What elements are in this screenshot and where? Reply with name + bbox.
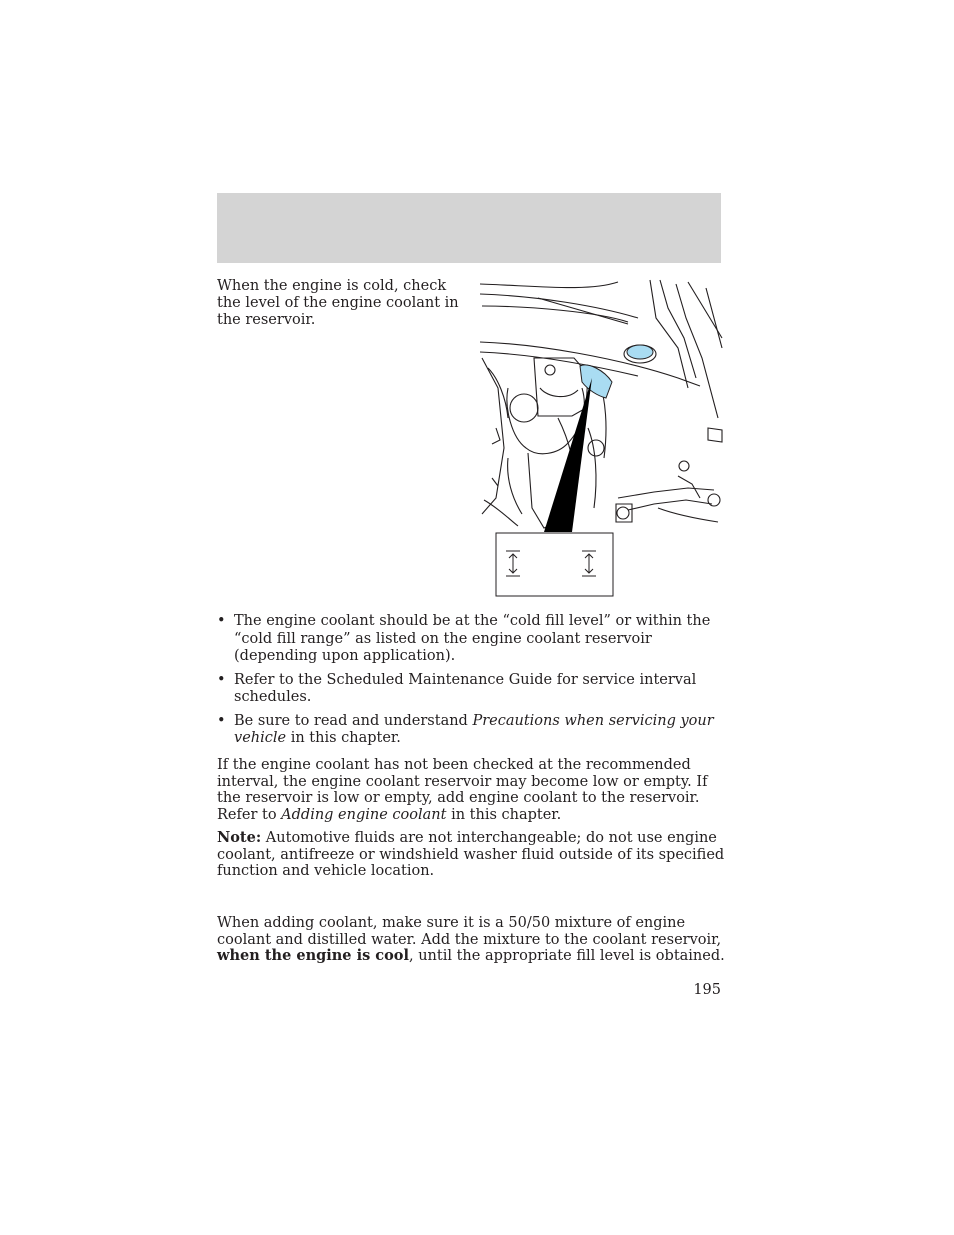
bullet-text-start: Be sure to read and understand bbox=[234, 712, 473, 729]
bullet-icon: • bbox=[217, 671, 226, 688]
list-item bbox=[217, 613, 727, 666]
adding-text-end: , until the appropriate fill level is obtained. bbox=[408, 948, 725, 964]
section-header-band bbox=[217, 193, 721, 263]
adding-coolant-paragraph bbox=[217, 915, 727, 965]
adding-text: When adding coolant, make sure it is a 50/50 mixture of engine coolant and distilled water. Add the mixture to the coolant reservoir, bbox=[217, 915, 722, 948]
list-item bbox=[217, 672, 727, 707]
adding-coolant-reference: Adding engine coolant bbox=[281, 806, 447, 823]
list-item bbox=[217, 713, 727, 748]
interval-text: If the engine coolant has not been checked at the recommended interval, the engine coolant reservoir may become low or empty. If the reservoir is low or empty, add engine coolant to the reservoir. Refer to bbox=[217, 757, 708, 823]
note-label: Note: bbox=[217, 829, 262, 846]
bullet-icon: • bbox=[217, 613, 226, 629]
page-number: 195 bbox=[693, 982, 721, 998]
interval-text-end: in this chapter. bbox=[446, 806, 562, 823]
precautions-reference: Precautions when servicing your vehicle bbox=[234, 712, 714, 746]
note-text: Automotive fluids are not interchangeable; do not use engine coolant, antifreeze or windshield washer fluid outside of its specified function and vehicle location. bbox=[217, 830, 725, 879]
coolant-check-bullet-list bbox=[217, 613, 727, 754]
bullet-text: Refer to the Scheduled Maintenance Guide for service interval schedules. bbox=[234, 671, 697, 705]
bullet-text-end: in this chapter. bbox=[286, 730, 401, 746]
intro-text: When the engine is cold, check the level of the engine coolant in the reservoir. bbox=[217, 278, 459, 328]
interval-paragraph bbox=[217, 757, 727, 823]
bullet-text: The engine coolant should be at the “cold fill level” or within the “cold fill range” as listed on the engine coolant reservoir (depending upon application). bbox=[234, 613, 711, 664]
engine-cool-emphasis: when the engine is cool bbox=[217, 947, 409, 964]
engine-coolant-reservoir-illustration bbox=[478, 278, 724, 600]
note-paragraph bbox=[217, 830, 727, 880]
bullet-icon: • bbox=[217, 712, 226, 729]
